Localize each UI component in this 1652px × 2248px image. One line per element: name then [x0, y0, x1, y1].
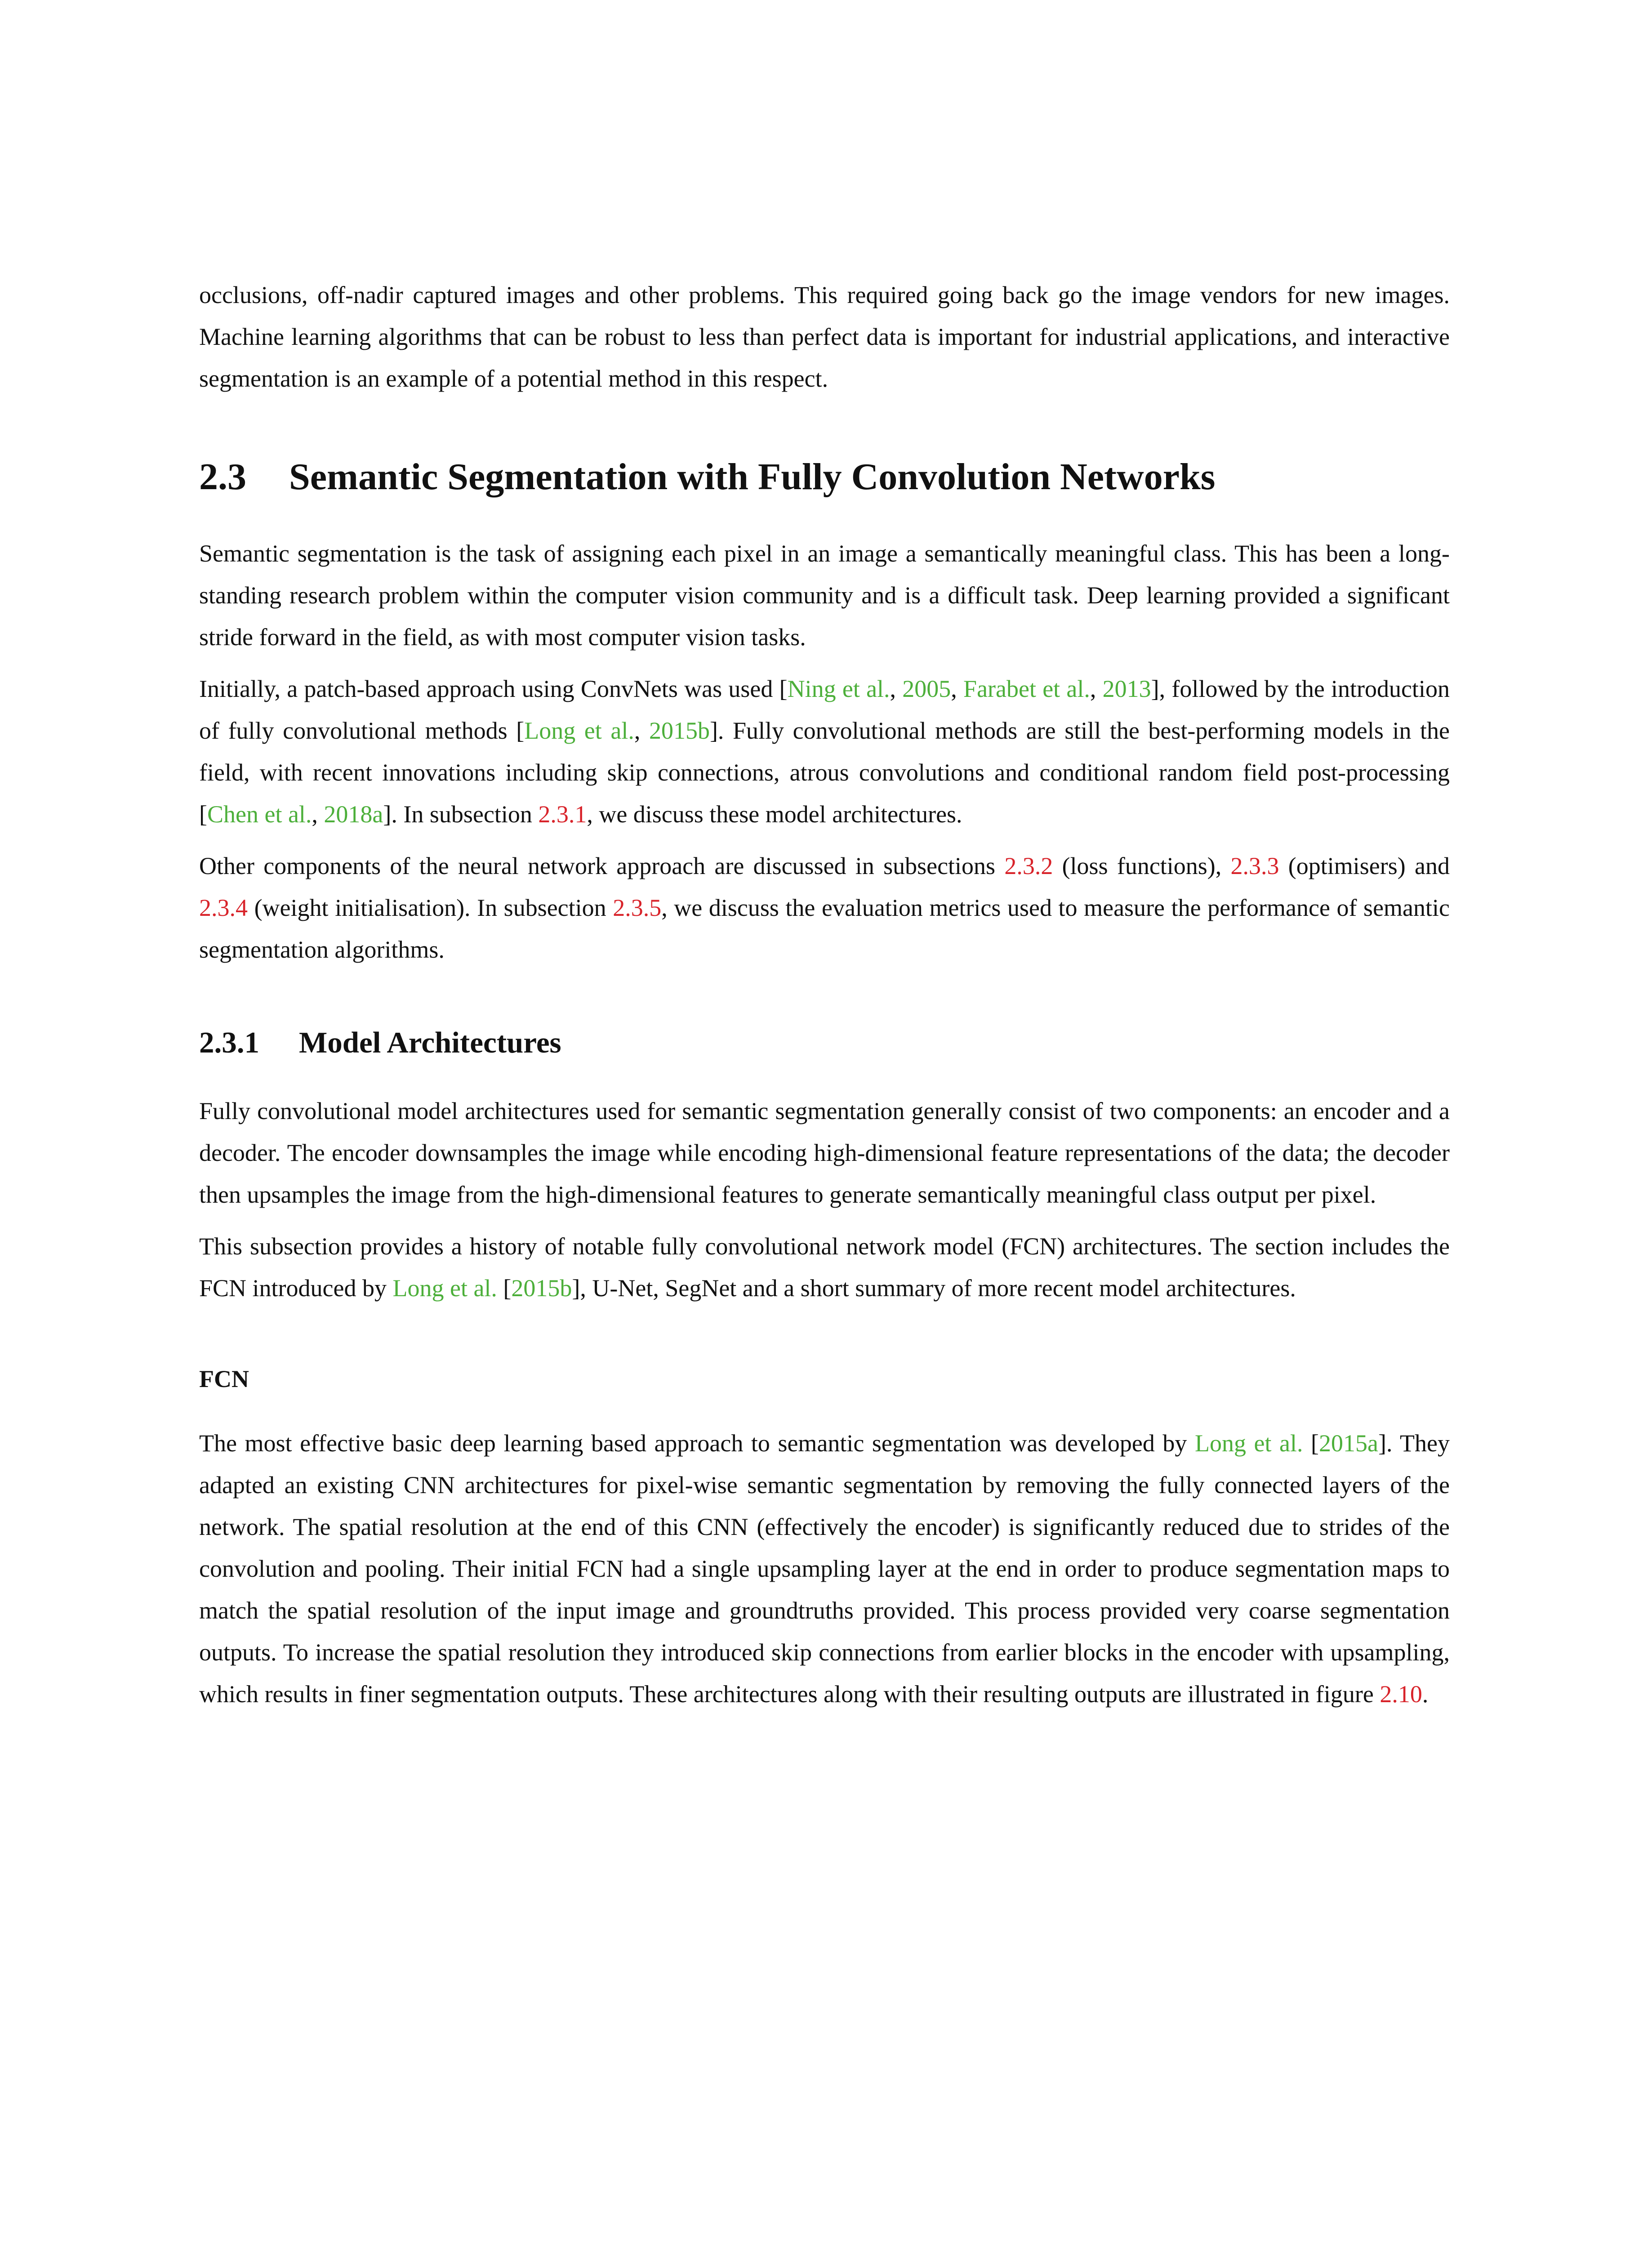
text-run: [ — [1303, 1430, 1319, 1457]
subsection-title: Model Architectures — [299, 1026, 561, 1059]
cross-reference-link[interactable]: 2.3.4 — [199, 894, 248, 921]
citation-link[interactable]: Chen et al. — [207, 801, 312, 828]
section-paragraph-3 — [199, 845, 1450, 971]
text-run: ], U-Net, SegNet and a short summary of more recent model architectures. — [572, 1275, 1296, 1302]
cross-reference-link[interactable]: 2.3.3 — [1230, 852, 1279, 879]
citation-link[interactable]: 2005 — [902, 675, 951, 702]
cross-reference-link[interactable]: 2.3.2 — [1004, 852, 1053, 879]
cross-reference-link[interactable]: 2.3.5 — [613, 894, 662, 921]
cross-reference-link[interactable]: 2.10 — [1380, 1681, 1422, 1708]
text-run: , we discuss the evaluation metrics used to measure the performance of semantic segmentation algorithms. — [199, 894, 1450, 963]
citation-link[interactable]: 2018a — [324, 801, 383, 828]
citation-link[interactable]: Long et al. — [1194, 1430, 1303, 1457]
citation-link[interactable]: Farabet et al. — [963, 675, 1090, 702]
text-run: This subsection provides a history of notable fully convolutional network model (FCN) architectures. The section includes the FCN introduced by — [199, 1233, 1450, 1302]
text-run: Other components of the neural network approach are discussed in subsections — [199, 852, 1005, 879]
text-run: , — [312, 801, 324, 828]
citation-link[interactable]: 2015b — [649, 717, 710, 744]
citation-link[interactable]: Long et al. — [392, 1275, 497, 1302]
subsection-paragraph-2 — [199, 1226, 1450, 1309]
text-run: , — [634, 717, 649, 744]
fcn-paragraph — [199, 1423, 1450, 1715]
fcn-heading: FCN — [199, 1365, 249, 1392]
text-run: . — [1422, 1681, 1429, 1708]
intro-paragraph: occlusions, off-nadir captured images and other problems. This required going back go the image vendors for new images. Machine learning algorithms that can be robust to less than perfect data is important for industrial applications, and interactive segmentation is an example of a potential method in this respect. — [199, 281, 1450, 392]
text-run: ], followed by the introduction of fully convolutional methods [ — [199, 675, 1450, 744]
citation-link[interactable]: 2013 — [1102, 675, 1151, 702]
citation-link[interactable]: 2015a — [1319, 1430, 1378, 1457]
text-run: ]. In subsection — [383, 801, 539, 828]
text-run: (loss functions), — [1053, 852, 1231, 879]
section-paragraph-2 — [199, 668, 1450, 835]
citation-link[interactable]: Ning et al. — [787, 675, 890, 702]
text-run: , we discuss these model architectures. — [587, 801, 962, 828]
section-title: Semantic Segmentation with Fully Convolution Networks — [289, 456, 1216, 498]
text-run: , — [951, 675, 964, 702]
cross-reference-link[interactable]: 2.3.1 — [538, 801, 587, 828]
text-run: ]. They adapted an existing CNN architectures for pixel-wise semantic segmentation by removing the fully connected layers of the network. The spatial resolution at the end of this CNN (effectively the encoder) is significantly reduced due to strides of the convolution and pooling. Their initial FCN had a single upsampling layer at the end in order to produce segmentation maps to match the spatial resolution of the input image and groundtruths provided. This process provided very coarse segmentation outputs. To increase the spatial resolution they introduced skip connections from earlier blocks in the encoder with upsampling, which results in finer segmentation outputs. These architectures along with their resulting outputs are illustrated in figure — [199, 1430, 1450, 1708]
text-run: ]. Fully convolutional methods are still the best-performing models in the field, with recent innovations including skip connections, atrous convolutions and conditional random field post-processing [ — [199, 717, 1450, 828]
section-heading — [199, 455, 1450, 500]
subsection-heading — [199, 1025, 1450, 1061]
text-run: , — [1090, 675, 1103, 702]
subsection-number: 2.3.1 — [199, 1026, 259, 1059]
section-paragraph-1: Semantic segmentation is the task of assigning each pixel in an image a semantically meaningful class. This has been a long-standing research problem within the computer vision community and is a difficult task. Deep learning provided a significant stride forward in the field, as with most computer vision tasks. — [199, 540, 1450, 651]
citation-link[interactable]: Long et al. — [524, 717, 634, 744]
text-run: (optimisers) and — [1279, 852, 1450, 879]
text-run: Initially, a patch-based approach using ConvNets was used [ — [199, 675, 788, 702]
text-run: , — [890, 675, 903, 702]
text-run: (weight initialisation). In subsection — [248, 894, 613, 921]
citation-link[interactable]: 2015b — [511, 1275, 572, 1302]
text-run: The most effective basic deep learning based approach to semantic segmentation was developed by — [199, 1430, 1195, 1457]
page-content — [199, 274, 1450, 1725]
subsection-paragraph-1: Fully convolutional model architectures used for semantic segmentation generally consist of two components: an encoder and a decoder. The encoder downsamples the image while encoding high-dimensional feature representations of the data; the decoder then upsamples the image from the high-dimensional features to generate semantically meaningful class output per pixel. — [199, 1097, 1450, 1208]
text-run: [ — [497, 1275, 512, 1302]
section-number: 2.3 — [199, 456, 246, 498]
